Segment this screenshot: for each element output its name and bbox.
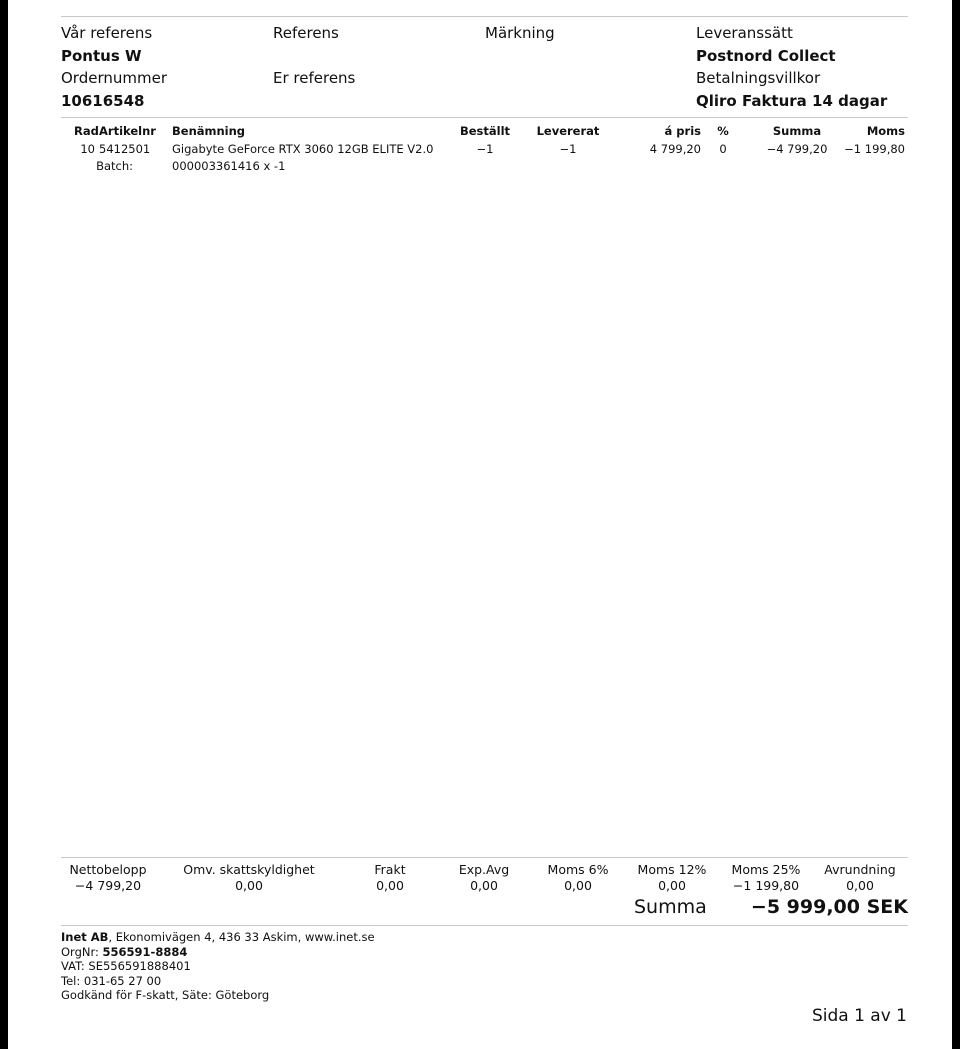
avrundning-value: 0,00 [846,878,874,893]
orgnr-value: 556591-8884 [102,944,188,959]
batch-label: Batch: [96,159,133,173]
col-header-apris: á pris [664,124,701,138]
your-reference-label: Er referens [273,69,356,87]
moms25-label: Moms 25% [731,862,801,877]
row-artikelnr: 5412501 [99,141,151,156]
company-divider [61,925,908,926]
moms6-value: 0,00 [564,878,592,893]
total-expavg [455,862,513,894]
col-header-bestallt: Beställt [459,124,511,138]
meta-col-ref [273,22,355,90]
row-benamning: Gigabyte GeForce RTX 3060 12GB ELITE V2.0 [172,141,434,156]
omv-label: Omv. skattskyldighet [183,862,315,877]
delivery-method-value: Postnord Collect [696,46,836,65]
company-address-line [61,930,375,945]
company-orgnr-line [61,945,375,960]
total-avrundning [821,862,899,894]
row-pct: 0 [719,141,727,156]
total-moms6 [543,862,613,894]
page-number: Sida 1 av 1 [811,1006,907,1026]
orgnr-label: OrgNr: [61,944,103,959]
meta-col-reference [61,22,167,112]
col-header-pct: % [717,124,729,138]
our-reference-label: Vår referens [61,24,153,42]
row-bestallt: −1 [476,141,494,156]
company-tel: Tel: 031-65 27 00 [61,973,162,988]
moms12-value: 0,00 [658,878,686,893]
table-header [61,123,908,141]
row-rad: 10 [80,141,95,156]
expavg-label: Exp.Avg [458,862,510,877]
total-netto [61,862,155,894]
row-apris: 4 799,20 [649,141,701,156]
reference-label: Referens [273,24,339,42]
grand-total-value: −5 999,00 SEK [750,896,908,918]
total-omv [181,862,317,894]
company-fskatt: Godkänd för F-skatt, Säte: Göteborg [61,988,270,1002]
col-header-moms: Moms [866,124,905,138]
col-header-levererat: Levererat [536,124,600,138]
invoice-page [8,0,952,1049]
moms12-label: Moms 12% [637,862,707,877]
meta-col-delivery [696,22,887,112]
frakt-value: 0,00 [376,878,404,893]
expavg-value: 0,00 [470,878,498,893]
grand-total [61,896,908,924]
delivery-method-label: Leveranssätt [696,24,793,42]
marking-label: Märkning [485,24,555,42]
netto-value: −4 799,20 [74,878,142,893]
netto-label: Nettobelopp [69,862,147,877]
moms6-label: Moms 6% [547,862,609,877]
omv-value: 0,00 [235,878,263,893]
frakt-label: Frakt [374,862,406,877]
moms25-value: −1 199,80 [732,878,800,893]
top-divider [61,16,908,17]
col-header-artikelnr: Artikelnr [99,124,156,138]
payment-terms-label: Betalningsvillkor [696,69,821,87]
our-reference-value: Pontus W [61,46,142,65]
meta-divider [61,117,908,118]
meta-col-marking [485,22,555,45]
total-moms12 [633,862,711,894]
order-number-label: Ordernummer [61,69,167,87]
grand-total-label: Summa [634,896,707,918]
company-info [61,930,375,1003]
col-header-rad: Rad [74,124,99,138]
row-levererat: −1 [559,141,577,156]
total-frakt [363,862,417,894]
totals-divider [61,857,908,858]
table-row-batch [61,158,908,176]
items-table [61,123,908,176]
table-row [61,141,908,159]
row-moms: −1 199,80 [844,141,905,156]
total-moms25 [725,862,807,894]
col-header-benamning: Benämning [172,124,246,138]
company-name: Inet AB [61,930,109,944]
row-summa: −4 799,20 [766,141,828,156]
company-address: , Ekonomivägen 4, 436 33 Askim, www.inet.se [108,930,375,944]
avrundning-label: Avrundning [824,862,896,877]
payment-terms-value: Qliro Faktura 14 dagar [696,91,888,110]
order-number-value: 10616548 [61,91,145,110]
batch-value: 000003361416 x -1 [172,159,286,173]
col-header-summa: Summa [772,124,822,138]
company-vat: VAT: SE556591888401 [61,959,191,973]
